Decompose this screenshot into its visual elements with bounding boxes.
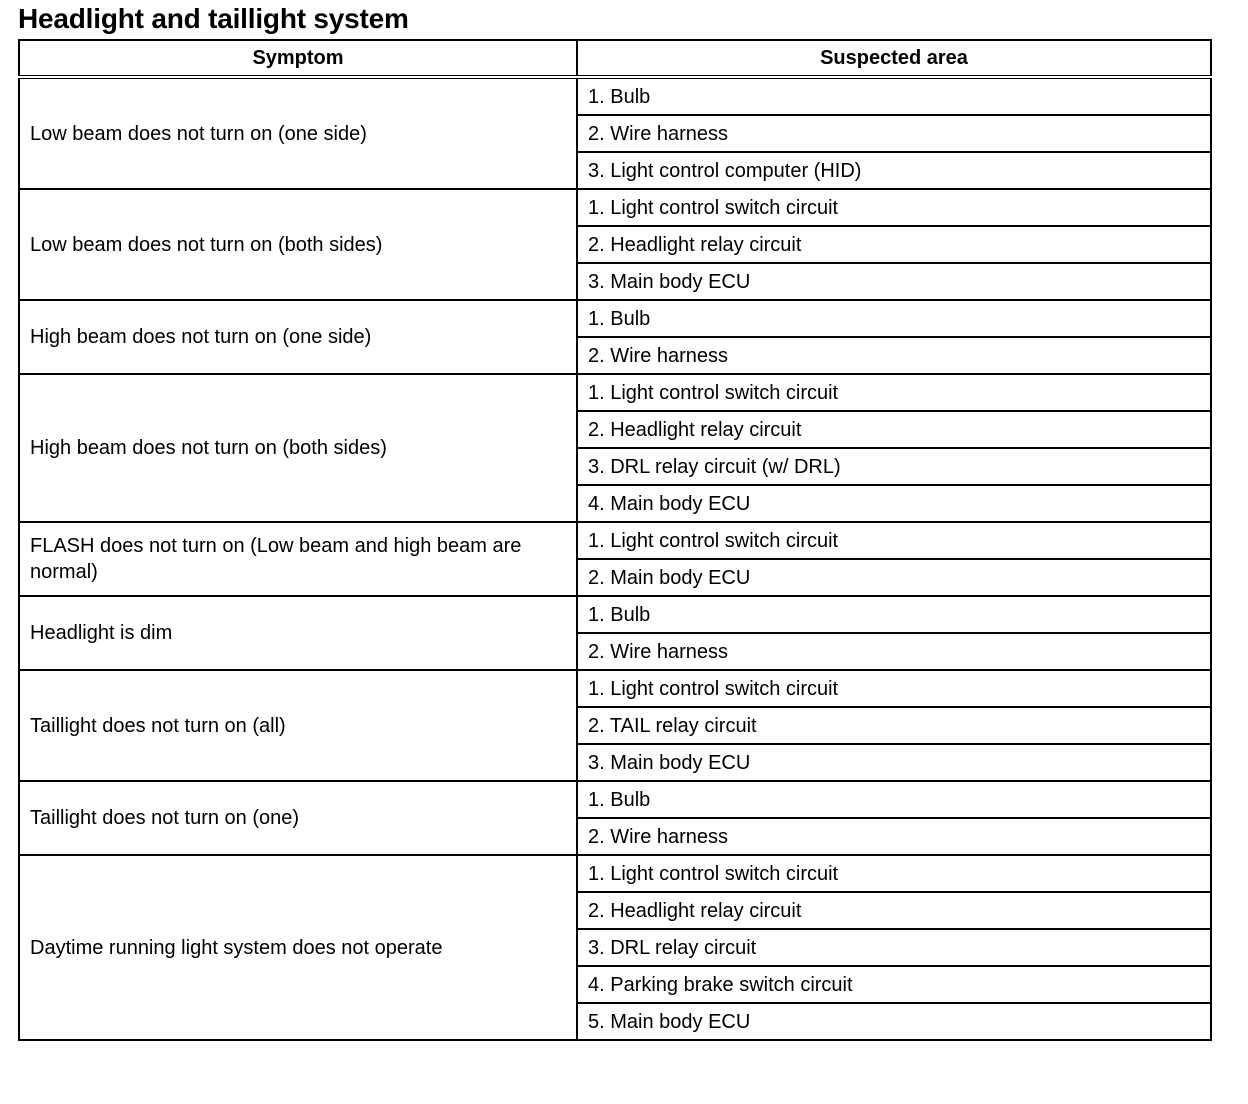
suspected-area-cell: 2. Wire harness [577, 818, 1211, 855]
suspected-area-cell: 3. DRL relay circuit [577, 929, 1211, 966]
suspected-area-cell: 1. Light control switch circuit [577, 855, 1211, 892]
table-row [19, 522, 1211, 559]
symptom-cell: Low beam does not turn on (both sides) [19, 189, 577, 300]
suspected-area-cell: 2. Headlight relay circuit [577, 411, 1211, 448]
suspected-area-cell: 2. Headlight relay circuit [577, 892, 1211, 929]
suspected-area-cell: 1. Bulb [577, 77, 1211, 115]
suspected-area-cell: 1. Bulb [577, 300, 1211, 337]
suspected-area-cell: 1. Bulb [577, 596, 1211, 633]
symptom-cell: Low beam does not turn on (one side) [19, 77, 577, 189]
symptom-cell: Taillight does not turn on (all) [19, 670, 577, 781]
suspected-area-cell: 2. TAIL relay circuit [577, 707, 1211, 744]
suspected-area-cell: 1. Light control switch circuit [577, 189, 1211, 226]
suspected-area-cell: 1. Light control switch circuit [577, 670, 1211, 707]
table-row [19, 781, 1211, 818]
suspected-area-cell: 2. Wire harness [577, 633, 1211, 670]
suspected-area-cell: 1. Light control switch circuit [577, 522, 1211, 559]
suspected-area-cell: 3. DRL relay circuit (w/ DRL) [577, 448, 1211, 485]
symptom-cell: High beam does not turn on (both sides) [19, 374, 577, 522]
suspected-area-cell: 2. Headlight relay circuit [577, 226, 1211, 263]
suspected-area-cell: 4. Parking brake switch circuit [577, 966, 1211, 1003]
suspected-area-cell: 1. Light control switch circuit [577, 374, 1211, 411]
suspected-area-cell: 3. Light control computer (HID) [577, 152, 1211, 189]
suspected-area-cell: 2. Wire harness [577, 337, 1211, 374]
suspected-area-cell: 2. Main body ECU [577, 559, 1211, 596]
table-row [19, 596, 1211, 633]
table-row [19, 855, 1211, 892]
symptom-cell: Headlight is dim [19, 596, 577, 670]
symptom-column-header: Symptom [19, 40, 577, 77]
table-body [19, 77, 1211, 1040]
suspected-area-cell: 1. Bulb [577, 781, 1211, 818]
troubleshooting-table [18, 39, 1212, 1041]
table-row [19, 374, 1211, 411]
symptom-cell: Daytime running light system does not operate [19, 855, 577, 1040]
table-header-row [19, 40, 1211, 77]
suspected-area-cell: 3. Main body ECU [577, 263, 1211, 300]
table-row [19, 670, 1211, 707]
suspected-area-cell: 4. Main body ECU [577, 485, 1211, 522]
symptom-cell: Taillight does not turn on (one) [19, 781, 577, 855]
table-row [19, 300, 1211, 337]
symptom-cell: High beam does not turn on (one side) [19, 300, 577, 374]
suspected-area-cell: 5. Main body ECU [577, 1003, 1211, 1040]
table-row [19, 189, 1211, 226]
page-title: Headlight and taillight system [18, 3, 409, 34]
symptom-cell: FLASH does not turn on (Low beam and high beam are normal) [19, 522, 577, 596]
suspected-area-cell: 3. Main body ECU [577, 744, 1211, 781]
table-row [19, 77, 1211, 115]
suspected-area-cell: 2. Wire harness [577, 115, 1211, 152]
suspected-area-column-header: Suspected area [577, 40, 1211, 77]
